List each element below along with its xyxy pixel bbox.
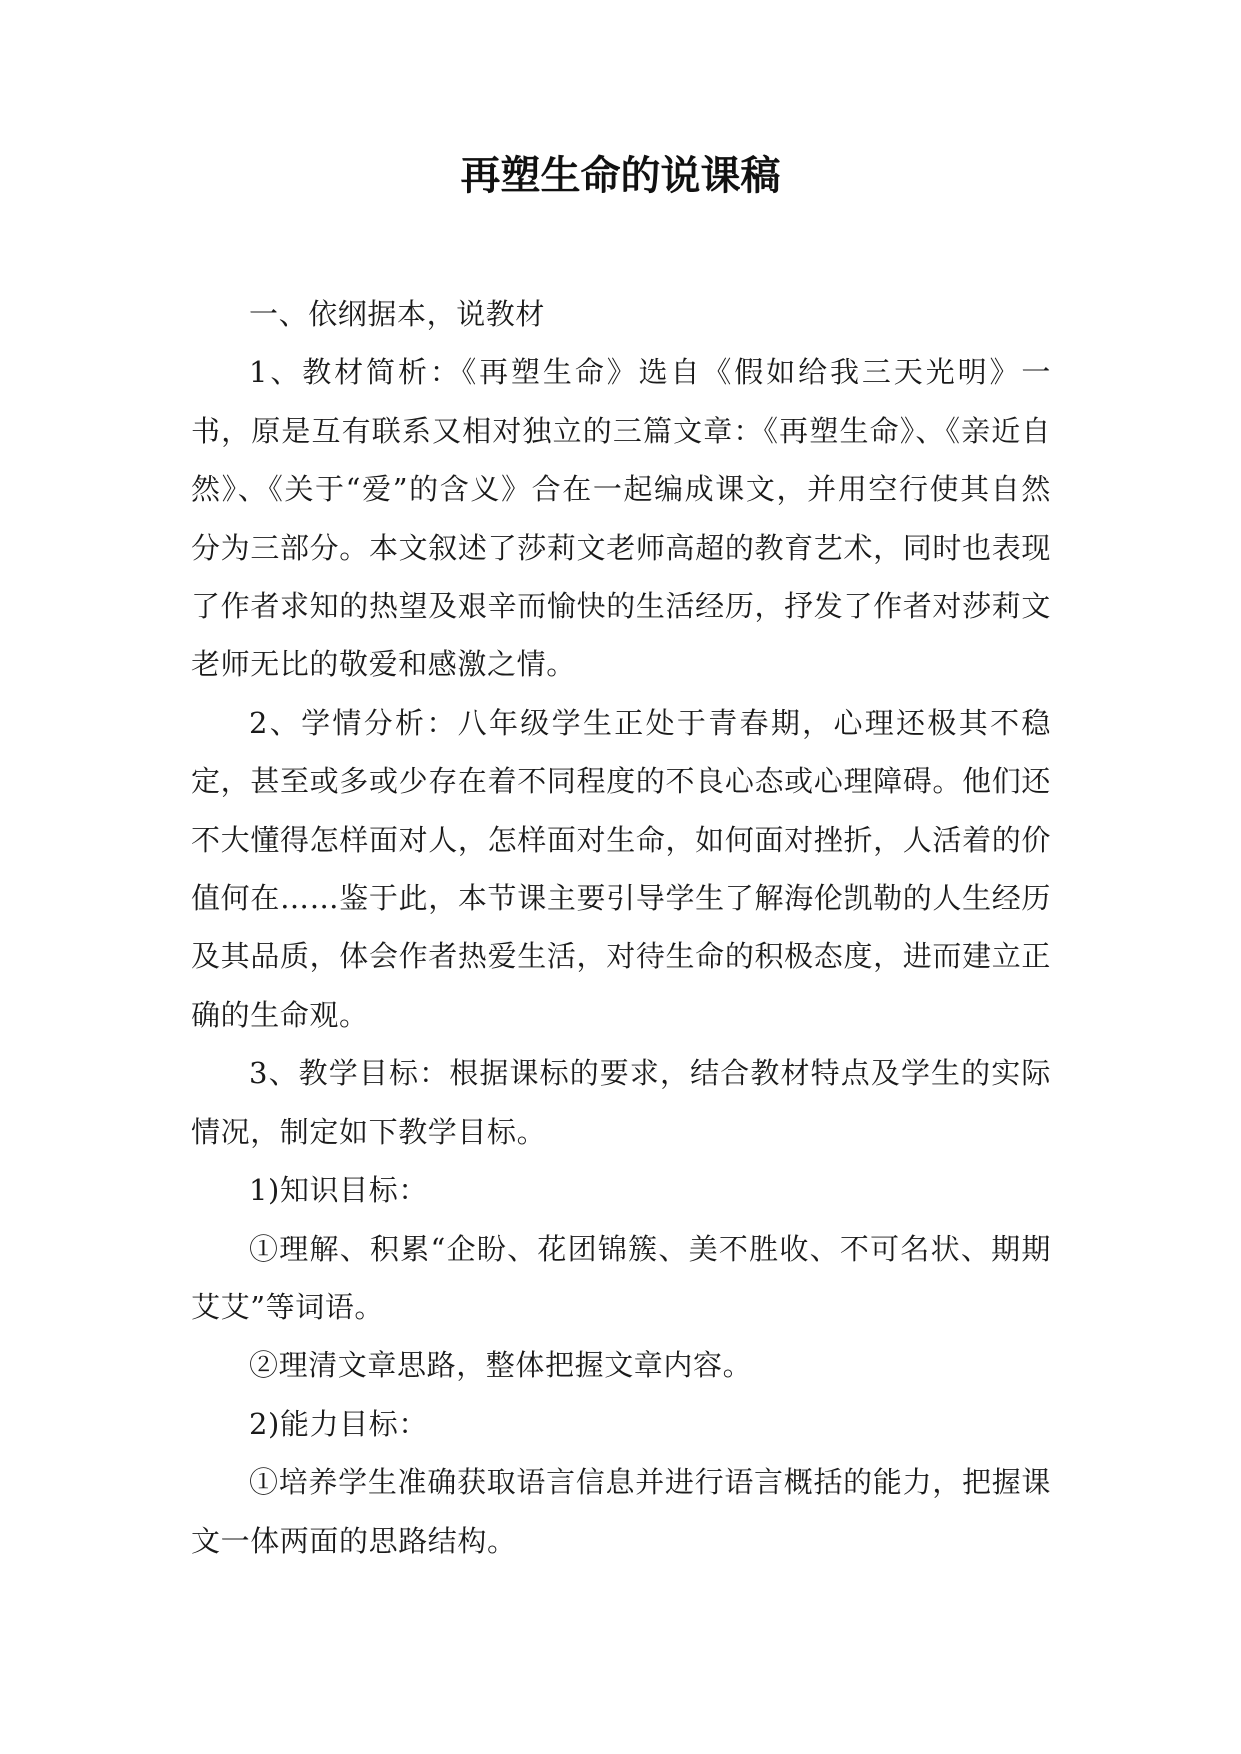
paragraph-knowledge-goal-1: ①理解、积累“企盼、花团锦簇、美不胜收、不可名状、期期艾艾”等词语。 bbox=[191, 1231, 1051, 1324]
paragraph-textbook-analysis: 1、教材简析：《再塑生命》选自《假如给我三天光明》一书，原是互有联系又相对独立的三篇文章：《再塑生命》、《亲近自然》、《关于“爱”的含义》合在一起编成课文，并用空行使其自然分为三部分。本文叙述了莎莉文老师高超的教育艺术，同时也表现了作者求知的热望及艰辛而愉快的生活经历，抒发了作者对莎莉文老师无比的敬爱和感激之情。 bbox=[191, 355, 1051, 682]
paragraph-knowledge-goals-heading: 1)知识目标： bbox=[249, 1173, 428, 1208]
document-body bbox=[191, 285, 1051, 1570]
document-title: 再塑生命的说课稿 bbox=[460, 152, 781, 199]
paragraph-student-analysis: 2、学情分析：八年级学生正处于青春期，心理还极其不稳定，甚至或多或少存在着不同程度的不良心态或心理障碍。他们还不大懂得怎样面对人，怎样面对生命，如何面对挫折，人活着的价值何在……鉴于此，本节课主要引导学生了解海伦凯勒的人生经历及其品质，体会作者热爱生活，对待生命的积极态度，进而建立正确的生命观。 bbox=[191, 705, 1051, 1032]
paragraph-knowledge-goal-2: ②理清文章思路，整体把握文章内容。 bbox=[249, 1348, 753, 1383]
section-heading-textbook: 一、依纲据本，说教材 bbox=[249, 297, 546, 331]
paragraph-teaching-goals: 3、教学目标：根据课标的要求，结合教材特点及学生的实际情况，制定如下教学目标。 bbox=[191, 1056, 1051, 1149]
paragraph-ability-goals-heading: 2)能力目标： bbox=[249, 1406, 428, 1441]
paragraph-ability-goal-1: ①培养学生准确获取语言信息并进行语言概括的能力，把握课文一体两面的思路结构。 bbox=[191, 1465, 1051, 1558]
